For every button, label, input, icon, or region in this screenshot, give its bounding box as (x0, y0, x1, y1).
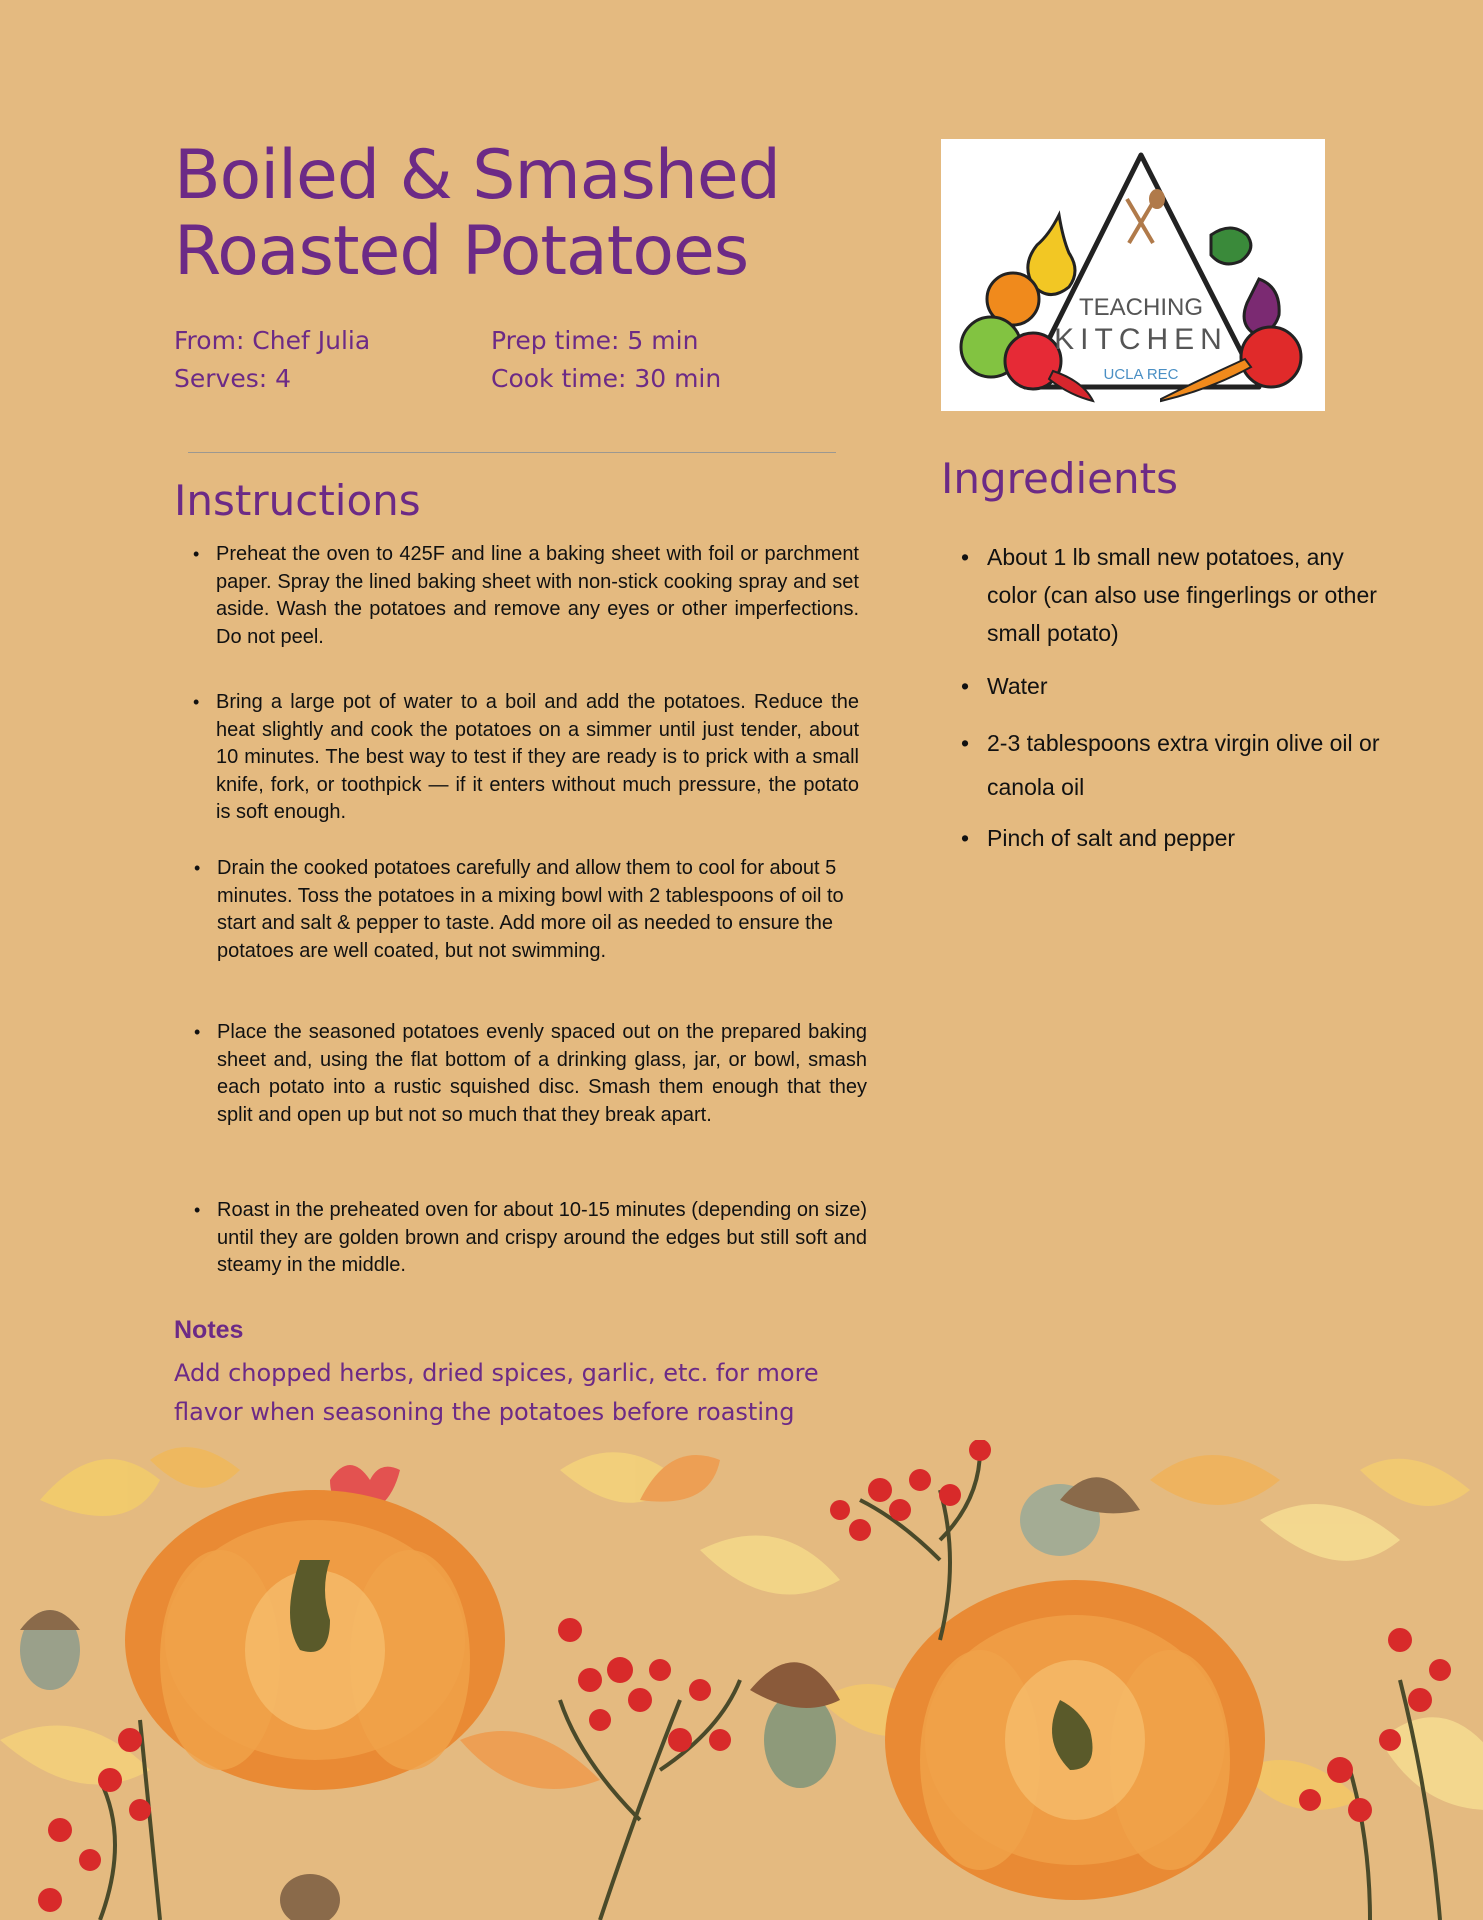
instruction-step: • Preheat the oven to 425F and line a baking sheet with foil or parchment paper. Spray the lined baking sheet with non-stick cooking spray and set aside. Wash the potatoes and remove any eyes or other imperfections. Do not peel. (216, 541, 859, 651)
title-line-2: Roasted Potatoes (174, 212, 749, 291)
cook-time: Cook time: 30 min (491, 364, 722, 393)
logo-line-1: TEACHING (1078, 294, 1204, 321)
ingredient-item: • Water (987, 667, 1387, 705)
utensils-icon (1127, 191, 1163, 243)
teaching-kitchen-logo (941, 139, 1325, 411)
prep-time: Prep time: 5 min (491, 326, 699, 355)
ingredient-item: • Pinch of salt and pepper (987, 819, 1387, 857)
instruction-step: • Place the seasoned potatoes evenly spaced out on the prepared baking sheet and, using the flat bottom of a drinking glass, jar, or bowl, smash each potato into a rustic squished disc. Smash them enough that they split and open up but not so much that they break apart. (217, 1019, 867, 1129)
instruction-step: • Bring a large pot of water to a boil and add the potatoes. Reduce the heat slightly and cook the potatoes on a simmer until just tender, about 10 minutes. The best way to test if they are ready is to prick with a small knife, fork, or toothpick — if it enters without much pressure, the potato is soft enough. (216, 689, 859, 827)
instructions-heading: Instructions (174, 476, 421, 525)
logo-graphic (941, 139, 1325, 411)
logo-line-3: UCLA REC (1103, 366, 1179, 383)
divider (188, 452, 836, 453)
autumn-pumpkins-illustration (0, 1440, 1483, 1920)
serves-count: Serves: 4 (174, 364, 292, 393)
instruction-step: • Roast in the preheated oven for about 10-15 minutes (depending on size) until they are golden brown and crispy around the edges but still soft and steamy in the middle. (217, 1197, 867, 1280)
chef-credit: From: Chef Julia (174, 326, 371, 355)
ingredient-item: • 2-3 tablespoons extra virgin olive oil or canola oil (987, 721, 1387, 809)
recipe-meta-right (491, 322, 721, 398)
ingredient-item: • About 1 lb small new potatoes, any color (can also use fingerlings or other small potato) (987, 538, 1387, 652)
title-line-1: Boiled & Smashed (174, 136, 780, 215)
instruction-step: • Drain the cooked potatoes carefully and allow them to cool for about 5 minutes. Toss the potatoes in a mixing bowl with 2 tablespoons of oil to start and salt & pepper to taste. Add more oil as needed to ensure the potatoes are well coated, but not swimming. (217, 855, 845, 965)
recipe-title (174, 138, 874, 290)
logo-line-2: KITCHEN (1054, 323, 1228, 356)
notes-heading: Notes (174, 1316, 244, 1344)
recipe-meta-left (174, 322, 370, 398)
notes-body: Add chopped herbs, dried spices, garlic, etc. for more flavor when seasoning the potatoes before roasting (174, 1359, 819, 1426)
ingredients-heading: Ingredients (941, 454, 1178, 503)
